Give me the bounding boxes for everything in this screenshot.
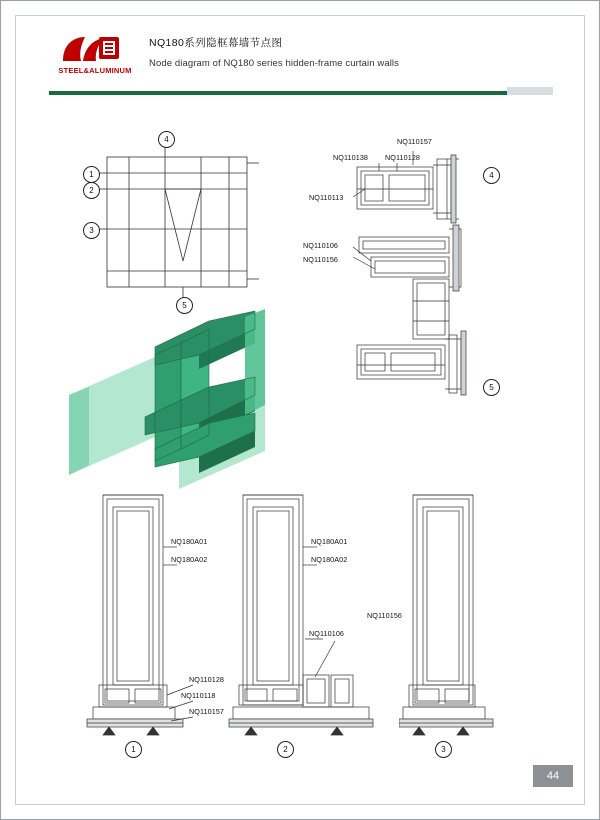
callout-4-top: 4 <box>158 131 175 148</box>
callout-1: 1 <box>83 166 100 183</box>
callout-5-right: 5 <box>483 379 500 396</box>
label-nq110128: NQ110128 <box>385 153 421 162</box>
label-nq110157-s1: NQ110157 <box>189 707 225 716</box>
callout-3: 3 <box>83 222 100 239</box>
logo-mark-icon <box>59 35 123 65</box>
bottom-section-3 <box>399 489 549 759</box>
section-callout-3: 3 <box>435 741 452 758</box>
label-nq110156-s2: NQ110156 <box>367 611 403 620</box>
section-callout-2: 2 <box>277 741 294 758</box>
label-nq180a01-s1: NQ180A01 <box>171 537 208 546</box>
label-nq110106-s2: NQ110106 <box>309 629 345 638</box>
header-divider <box>49 91 553 95</box>
top-right-detail <box>301 129 561 449</box>
label-nq110157: NQ110157 <box>397 137 433 146</box>
label-nq180a02-s1: NQ180A02 <box>171 555 208 564</box>
page-number: 44 <box>533 765 573 787</box>
brand-text: STEEL&ALUMINUM <box>58 66 132 75</box>
section-callout-1: 1 <box>125 741 142 758</box>
label-nq110128-s1: NQ110128 <box>189 675 225 684</box>
page-header <box>49 35 549 87</box>
page-title-cn: NQ180系列隐框幕墙节点图 <box>149 37 283 49</box>
callout-5-bottom: 5 <box>176 297 193 314</box>
label-nq110106: NQ110106 <box>303 241 339 250</box>
title-block <box>149 36 399 71</box>
bottom-section-2 <box>227 489 403 759</box>
label-nq110118-s1: NQ110118 <box>181 691 216 700</box>
company-logo <box>49 35 141 81</box>
label-nq110138: NQ110138 <box>333 153 369 162</box>
label-nq180a02-s2: NQ180A02 <box>311 555 348 564</box>
label-nq180a01-s2: NQ180A01 <box>311 537 348 546</box>
callout-4-right: 4 <box>483 167 500 184</box>
isometric-view <box>59 299 289 499</box>
page-title-en: Node diagram of NQ180 series hidden-frame curtain walls <box>149 58 399 69</box>
elevation-grid <box>79 129 279 319</box>
label-nq110113: NQ110113 <box>309 193 344 202</box>
callout-2: 2 <box>83 182 100 199</box>
label-nq110156: NQ110156 <box>303 255 339 264</box>
bottom-section-1 <box>85 489 235 759</box>
